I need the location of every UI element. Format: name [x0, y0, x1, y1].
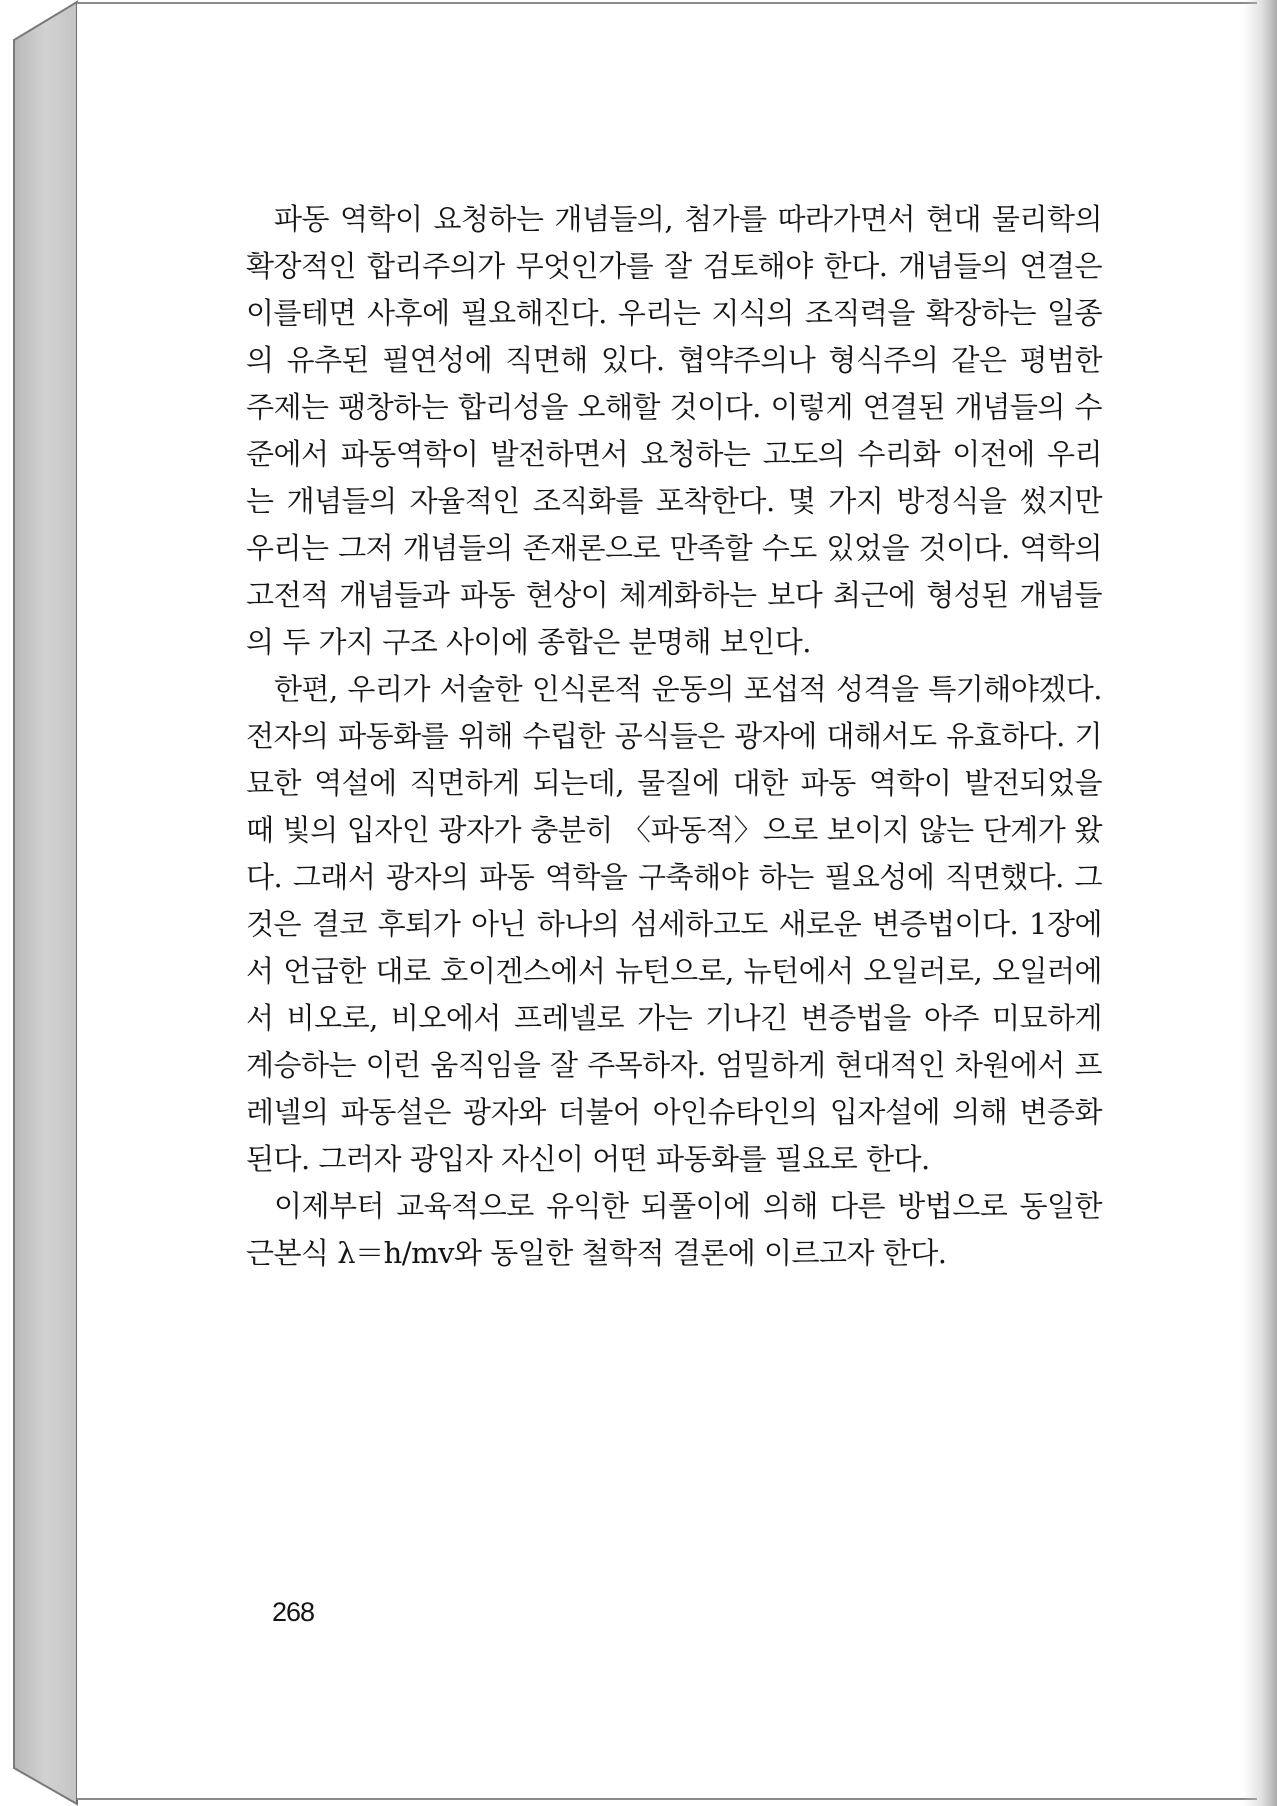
text-line: 준에서 파동역학이 발전하면서 요청하는 고도의 수리화 이전에 우리 — [246, 437, 1102, 471]
paragraph-3 — [246, 1183, 1102, 1277]
text-line: 한편, 우리가 서술한 인식론적 운동의 포섭적 성격을 특기해야겠다. — [274, 672, 1102, 706]
page-edge-shadow — [1243, 0, 1277, 1806]
text-line: 파동 역학이 요청하는 개념들의, 첨가를 따라가면서 현대 물리학의 — [274, 202, 1102, 236]
text-line: 이제부터 교육적으로 유익한 되풀이에 의해 다른 방법으로 동일한 — [274, 1189, 1102, 1223]
text-line: 때 빛의 입자인 광자가 충분히 〈파동적〉으로 보이지 않는 단계가 왔 — [246, 813, 1102, 847]
paragraph-2 — [246, 666, 1102, 1183]
text-line: 고전적 개념들과 파동 현상이 체계화하는 보다 최근에 형성된 개념들 — [246, 578, 1102, 612]
body-text — [246, 196, 1102, 1277]
text-line: 우리는 그저 개념들의 존재론으로 만족할 수도 있었을 것이다. 역학의 — [246, 531, 1102, 565]
text-line: 서 언급한 대로 호이겐스에서 뉴턴으로, 뉴턴에서 오일러로, 오일러에 — [246, 954, 1102, 988]
text-line: 이를테면 사후에 필요해진다. 우리는 지식의 조직력을 확장하는 일종 — [246, 296, 1102, 330]
page-number: 268 — [272, 1597, 315, 1627]
text-line: 서 비오로, 비오에서 프레넬로 가는 기나긴 변증법을 아주 미묘하게 — [246, 1001, 1102, 1035]
paragraph-1 — [246, 196, 1102, 666]
text-line: 다. 그래서 광자의 파동 역학을 구축해야 하는 필요성에 직면했다. 그 — [246, 860, 1102, 894]
text-line: 계승하는 이런 움직임을 잘 주목하자. 엄밀하게 현대적인 차원에서 프 — [246, 1048, 1102, 1082]
text-line: 전자의 파동화를 위해 수립한 공식들은 광자에 대해서도 유효하다. 기 — [246, 719, 1102, 753]
text-line: 근본식 λ＝h/mv와 동일한 철학적 결론에 이르고자 한다. — [246, 1236, 947, 1270]
text-line: 묘한 역설에 직면하게 되는데, 물질에 대한 파동 역학이 발전되었을 — [246, 766, 1102, 800]
text-line: 의 두 가지 구조 사이에 종합은 분명해 보인다. — [246, 625, 811, 659]
text-line: 는 개념들의 자율적인 조직화를 포착한다. 몇 가지 방정식을 썼지만 — [246, 484, 1102, 518]
text-line: 의 유추된 필연성에 직면해 있다. 협약주의나 형식주의 같은 평범한 — [246, 343, 1102, 377]
text-line: 것은 결코 후퇴가 아닌 하나의 섬세하고도 새로운 변증법이다. 1장에 — [246, 907, 1102, 941]
text-line: 확장적인 합리주의가 무엇인가를 잘 검토해야 한다. 개념들의 연결은 — [246, 249, 1102, 283]
text-line: 레넬의 파동설은 광자와 더불어 아인슈타인의 입자설에 의해 변증화 — [246, 1095, 1102, 1129]
text-line: 된다. 그러자 광입자 자신이 어떤 파동화를 필요로 한다. — [246, 1142, 930, 1176]
text-line: 주제는 팽창하는 합리성을 오해할 것이다. 이렇게 연결된 개념들의 수 — [246, 390, 1102, 424]
